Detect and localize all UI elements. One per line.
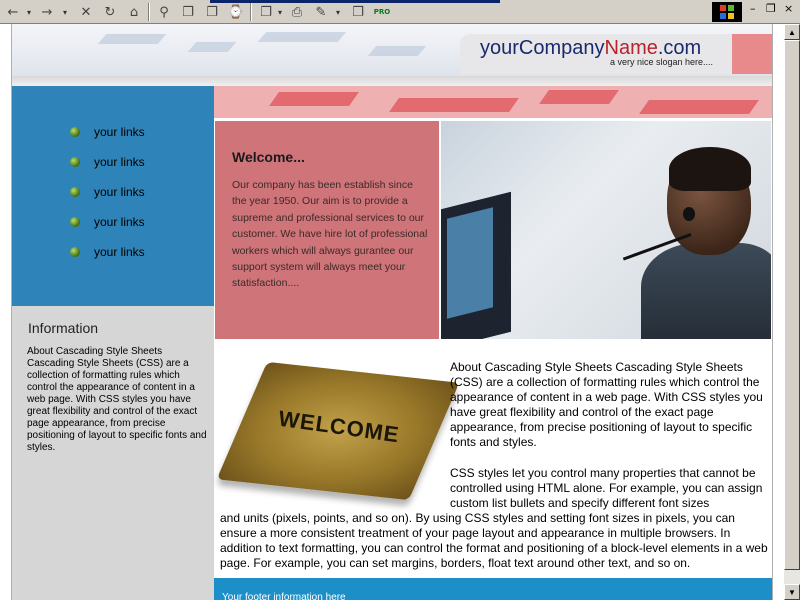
history-icon[interactable]: ⌚ (227, 4, 245, 20)
nav-item[interactable] (70, 215, 145, 229)
nav-item-label[interactable]: your links (94, 245, 145, 259)
header-decoration (188, 42, 236, 52)
site-footer (214, 578, 772, 600)
edit-dropdown-icon[interactable]: ▾ (335, 7, 340, 17)
call-center-photo (440, 120, 772, 340)
bullet-icon (70, 247, 80, 257)
bullet-icon (70, 217, 80, 227)
nav-item[interactable] (70, 155, 145, 169)
discuss-icon[interactable]: ❐ (352, 4, 364, 20)
minimize-button[interactable]: – (750, 2, 756, 15)
banner-strip (214, 86, 772, 118)
welcome-panel (214, 120, 440, 340)
site-container (11, 24, 773, 600)
restore-button[interactable]: ❐ (766, 2, 776, 15)
welcome-mat-image (238, 372, 438, 490)
person-hair-shape (669, 147, 751, 191)
logo-part-1: yourCompany (480, 37, 605, 59)
slogan: a very nice slogan here.... (610, 57, 714, 67)
page-viewport (0, 24, 784, 600)
header-decoration (368, 46, 426, 56)
toolbar-separator (148, 3, 150, 21)
print-icon[interactable]: ⎙ (291, 4, 303, 20)
browser-toolbar (0, 0, 800, 24)
media-icon[interactable]: ❐ (206, 4, 218, 20)
banner-decoration (269, 92, 359, 106)
header-rule (12, 76, 772, 86)
header-decoration (258, 32, 346, 42)
content-divider (214, 340, 772, 342)
refresh-icon[interactable]: ↻ (104, 4, 116, 20)
welcome-title: Welcome... (232, 149, 305, 165)
scroll-thumb[interactable] (784, 40, 800, 570)
logo-part-3: .com (657, 37, 702, 59)
person-body-shape (641, 243, 772, 340)
scroll-up-icon[interactable]: ▲ (784, 24, 800, 40)
mat-text: WELCOME (276, 405, 402, 448)
info-panel (12, 306, 214, 600)
forward-icon[interactable]: → (41, 4, 53, 20)
main-paragraph-2: CSS styles let you control many properties that cannot be controlled using HTML alone. For example, you can assign custom list bullets and specify different font sizes (450, 466, 763, 510)
close-button[interactable]: × (784, 2, 794, 15)
title-strip (210, 0, 500, 3)
back-dropdown-icon[interactable]: ▾ (26, 7, 31, 17)
main-paragraph-3: and units (pixels, points, and so on). By using CSS styles and setting font sizes in pixels, you can ensure a more consistent treatment of your page layout and appearance in multiple browsers. In addition to text formatting, you can control the format and positioning of a block-level elements in a web page. For example, you can set margins, borders, float text around other text, and so on. (220, 511, 768, 570)
bullet-icon (70, 127, 80, 137)
forward-dropdown-icon[interactable]: ▾ (62, 7, 67, 17)
scroll-down-icon[interactable]: ▼ (784, 584, 800, 600)
stop-icon[interactable]: ✕ (80, 4, 92, 20)
banner-decoration (539, 90, 619, 104)
banner-decoration (639, 100, 759, 114)
banner-decoration (389, 98, 519, 112)
footer-text: Your footer information here (222, 592, 346, 600)
nav-item-label[interactable]: your links (94, 125, 145, 139)
bullet-icon (70, 187, 80, 197)
mail-dropdown-icon[interactable]: ▾ (277, 7, 282, 17)
vertical-scrollbar[interactable] (784, 24, 800, 600)
nav-item-label[interactable]: your links (94, 155, 145, 169)
main-paragraph-1: About Cascading Style Sheets Cascading Style Sheets (CSS) are a collection of formatting rules which control the appearance of content in a web page. With CSS styles you have great flexibility and control of the exact page appearance, from precise positioning of layout to specific fonts and styles. (450, 360, 763, 449)
edit-icon[interactable]: ✎ (315, 4, 327, 20)
info-title: Information (28, 320, 99, 336)
pro-badge-icon[interactable]: PRO (373, 8, 391, 16)
favorites-icon[interactable]: ❐ (182, 4, 194, 20)
nav-item-label[interactable]: your links (94, 185, 145, 199)
search-icon[interactable]: ⚲ (159, 4, 169, 20)
monitor-screen-shape (447, 207, 493, 318)
site-header (12, 24, 772, 76)
header-decoration (98, 34, 166, 44)
toolbar-separator (250, 3, 252, 21)
windows-logo-icon (712, 2, 742, 22)
mail-icon[interactable]: ❐ (260, 4, 272, 20)
headset-earpiece-shape (683, 207, 695, 221)
logo-part-2: Name (604, 37, 658, 59)
nav-item[interactable] (70, 245, 145, 259)
nav-item[interactable] (70, 185, 145, 199)
bullet-icon (70, 157, 80, 167)
home-icon[interactable]: ⌂ (129, 4, 139, 20)
nav-item-label[interactable]: your links (94, 215, 145, 229)
nav-item[interactable] (70, 125, 145, 139)
welcome-body: Our company has been establish since the year 1950. Our aim is to provide a supreme and professional services to our customer. We have hire lot of professional workers which will always gurantee our support system will always meet your statisfaction.... (232, 179, 428, 290)
info-body: About Cascading Style Sheets Cascading Style Sheets (CSS) are a collection of formatting rules which control the appearance of content in a web page. With CSS styles you have great flexibility and control of the exact page appearance, from precise positioning of layout to specific fonts and styles. (27, 346, 207, 453)
back-icon[interactable]: ← (7, 4, 19, 20)
nav-panel (12, 86, 214, 306)
logo-accent-block (732, 34, 772, 74)
